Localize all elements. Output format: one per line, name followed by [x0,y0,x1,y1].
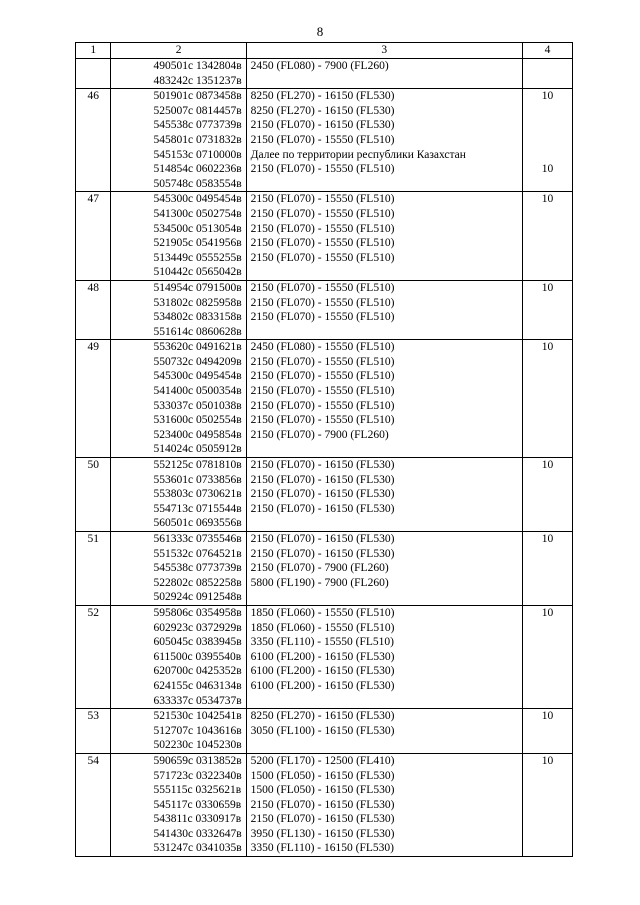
altitude-range [251,516,518,531]
route-number-cell: 54 [76,753,111,856]
altitude-range-cell [246,605,522,708]
altitude-range: 6100 (FL200) - 16150 (FL530) [250,665,395,678]
altitude-range: 3950 (FL130) - 16150 (FL530) [250,827,395,840]
altitude-range: 2150 (FL070) - 7900 (FL260) [250,428,389,441]
coordinate-point: 551614с 0860628в [153,325,242,338]
column-4-value [527,783,568,798]
route-number-cell: 52 [76,605,111,708]
coordinates-cell [111,753,246,856]
altitude-range [251,694,518,709]
coordinate-point: 534500с 0513054в [153,222,242,235]
column-4-value [527,428,568,443]
column-4-value: 10 [541,341,554,354]
column-4-value [527,133,568,148]
coordinate-point: 543811с 0330917в [153,813,242,826]
coordinate-point: 552125с 0781810в [153,459,242,472]
altitude-range-cell [246,458,522,532]
altitude-range: 2150 (FL070) - 15550 (FL510) [250,370,395,383]
column-4-value [527,841,568,856]
coordinate-point: 555115с 0325621в [153,784,242,797]
coordinate-point: 545538с 0773739в [153,562,242,575]
altitude-range-cell [246,89,522,192]
column-4-value [527,384,568,399]
altitude-range: 2150 (FL070) - 15550 (FL510) [250,355,395,368]
altitude-range: 5800 (FL190) - 7900 (FL260) [250,576,389,589]
column-4-value [527,769,568,784]
table-row [76,340,573,458]
column-4-value [527,827,568,842]
altitude-range: 2150 (FL070) - 16150 (FL530) [250,533,395,545]
column-4-value: 10 [541,533,554,545]
table-row [76,280,573,339]
altitude-range: 3350 (FL110) - 15550 (FL510) [250,636,394,649]
altitude-range: 2150 (FL070) - 15550 (FL510) [250,296,395,309]
altitude-range: 1850 (FL060) - 15550 (FL510) [250,621,395,634]
coordinates-cell [111,89,246,192]
column-4-value [527,473,568,488]
coordinate-point: 514854с 0602236в [153,163,242,176]
altitude-range: 2450 (FL080) - 7900 (FL260) [250,60,389,72]
coordinate-point: 620700с 0425352в [153,665,242,678]
column-4-value [527,738,568,753]
column-4-value [527,399,568,414]
altitude-range: 2450 (FL080) - 15550 (FL510) [250,341,395,354]
coordinate-point: 523400с 0495854в [153,428,242,441]
altitude-range: 2150 (FL070) - 15550 (FL510) [250,311,395,324]
coordinate-point: 490501с 1342804в [153,60,242,72]
altitude-range: 2150 (FL070) - 15550 (FL510) [250,207,395,220]
coordinate-point: 605045с 0383945в [153,636,242,649]
altitude-range: 2150 (FL070) - 16150 (FL530) [250,473,395,486]
column-4-value [527,251,568,266]
coordinate-point: 531600с 0502554в [153,414,242,427]
column-4-value: 10 [541,754,554,767]
column-4-value [527,812,568,827]
coordinates-cell [111,340,246,458]
altitude-range-cell [246,709,522,754]
coordinates-cell [111,605,246,708]
table-row [76,458,573,532]
header-col-4: 4 [522,43,572,59]
altitude-range: 1500 (FL050) - 16150 (FL530) [250,769,395,782]
coordinates-cell [111,192,246,281]
coordinate-point: 571723с 0322340в [153,769,242,782]
column-4-value [527,104,568,119]
coordinate-point: 501901с 0873458в [153,90,242,103]
altitude-range-cell [246,192,522,281]
column-4-value [527,59,568,74]
column-4-cell [522,340,572,458]
column-4-value: 10 [541,710,554,723]
column-4-cell [522,709,572,754]
coordinate-point: 531802с 0825958в [153,296,242,309]
altitude-range: 2150 (FL070) - 16150 (FL530) [250,488,395,501]
coordinate-point: 512707с 1043616в [153,724,242,737]
route-number-cell: 46 [76,89,111,192]
altitude-range: 3350 (FL110) - 16150 (FL530) [250,842,394,855]
coordinate-point: 545801с 0731832в [153,133,242,146]
coordinate-point: 541430с 0332647в [153,827,242,840]
table-row [76,192,573,281]
page-number: 8 [316,24,324,39]
altitude-range: 2150 (FL070) - 15550 (FL510) [250,163,395,176]
column-4-value [527,798,568,813]
coordinates-cell [111,709,246,754]
coordinate-point: 505748с 0583554в [153,177,242,190]
altitude-range-cell [246,59,522,89]
coordinate-point: 560501с 0693556в [153,517,242,530]
altitude-range: 2150 (FL070) - 15550 (FL510) [250,222,395,235]
coordinate-point: 525007с 0814457в [153,104,242,117]
coordinate-point: 545538с 0773739в [153,119,242,132]
column-4-value [527,561,568,576]
column-4-value [527,516,568,531]
route-number-cell: 53 [76,709,111,754]
column-4-value [527,148,568,163]
column-4-value [527,118,568,133]
altitude-range: 3050 (FL100) - 16150 (FL530) [250,724,395,737]
column-4-cell [522,753,572,856]
altitude-range: 2150 (FL070) - 7900 (FL260) [250,562,389,575]
column-4-cell [522,458,572,532]
coordinate-point: 595806с 0354958в [153,606,242,619]
coordinates-cell [111,280,246,339]
column-4-value [527,487,568,502]
table-row [76,753,573,856]
altitude-range: 6100 (FL200) - 16150 (FL530) [250,679,395,692]
column-4-cell [522,192,572,281]
column-4-cell [522,532,572,606]
altitude-range-cell [246,753,522,856]
altitude-range: 2150 (FL070) - 15550 (FL510) [250,251,395,264]
coordinate-point: 553620с 0491621в [153,341,242,354]
route-number-cell [76,59,111,89]
column-4-value [527,694,568,709]
column-4-value [527,650,568,665]
column-4-cell [522,89,572,192]
coordinate-point: 513449с 0555255в [153,251,242,264]
altitude-range [251,738,518,753]
column-4-value [527,325,568,340]
coordinate-point: 521905с 0541956в [153,237,242,250]
coordinate-point: 534802с 0833158в [153,311,242,324]
coordinate-point: 545153с 0710000в [153,148,242,161]
column-4-value [527,177,568,192]
coordinates-cell [111,458,246,532]
altitude-range: 2150 (FL070) - 15550 (FL510) [250,385,395,398]
coordinate-point: 551532с 0764521в [153,547,242,560]
column-4-value: 10 [541,163,554,176]
column-4-value [527,679,568,694]
column-4-cell [522,280,572,339]
column-4-value [527,413,568,428]
column-4-cell [522,605,572,708]
coordinate-point: 514024с 0505912в [153,443,242,456]
coordinates-cell [111,532,246,606]
altitude-range-cell [246,340,522,458]
column-4-value [527,369,568,384]
header-col-2: 2 [111,43,246,59]
coordinate-point: 502230с 1045230в [153,739,242,752]
altitude-range [251,325,518,340]
column-4-cell [522,59,572,89]
column-4-value: 10 [541,281,554,294]
altitude-range: 8250 (FL270) - 16150 (FL530) [250,90,395,103]
coordinate-point: 633337с 0534737в [153,694,242,707]
altitude-range: 2150 (FL070) - 15550 (FL510) [250,193,395,206]
altitude-range: 2150 (FL070) - 15550 (FL510) [250,237,395,250]
coordinates-cell [111,59,246,89]
coordinate-point: 545300с 0495454в [153,193,242,206]
altitude-range [251,74,518,89]
altitude-range: 6100 (FL200) - 16150 (FL530) [250,650,395,663]
column-4-value [527,442,568,457]
altitude-range: 8250 (FL270) - 16150 (FL530) [250,104,395,117]
coordinate-point: 602923с 0372929в [153,621,242,634]
column-4-value [527,724,568,739]
table-row [76,59,573,89]
column-4-value [527,296,568,311]
altitude-range: 5200 (FL170) - 12500 (FL410) [250,754,395,767]
table-row [76,709,573,754]
altitude-range: 8250 (FL270) - 16150 (FL530) [250,710,395,723]
route-number-cell: 49 [76,340,111,458]
altitude-range: 2150 (FL070) - 15550 (FL510) [250,399,395,412]
coordinate-point: 545117с 0330659в [153,798,242,811]
table-body [76,59,573,857]
altitude-range: 2150 (FL070) - 16150 (FL530) [250,502,395,515]
coordinate-point: 514954с 0791500в [153,281,242,294]
coordinate-point: 502924с 0912548в [153,591,242,604]
coordinate-point: 510442с 0565042в [153,266,242,279]
header-col-1: 1 [76,43,111,59]
column-4-value [527,310,568,325]
column-4-value [527,74,568,89]
coordinate-point: 541300с 0502754в [153,207,242,220]
altitude-range-cell [246,280,522,339]
table-header-row [76,43,573,59]
column-4-value: 10 [541,90,554,103]
altitude-range-cell [246,532,522,606]
column-4-value [527,236,568,251]
coordinate-point: 533037с 0501038в [153,399,242,412]
altitude-range: 2150 (FL070) - 15550 (FL510) [250,414,395,427]
column-4-value [527,621,568,636]
altitude-range: 1500 (FL050) - 16150 (FL530) [250,784,395,797]
column-4-value [527,547,568,562]
coordinate-point: 553803с 0730621в [153,488,242,501]
column-4-value: 10 [541,606,554,619]
column-4-value [527,355,568,370]
header-col-3: 3 [246,43,522,59]
route-number-cell: 47 [76,192,111,281]
altitude-range [251,265,518,280]
altitude-range [251,442,518,457]
coordinate-point: 483242с 1351237в [153,74,242,87]
altitude-range [251,590,518,605]
altitude-range: 2150 (FL070) - 16150 (FL530) [250,459,395,472]
coordinate-point: 554713с 0715544в [153,502,242,515]
column-4-value [527,265,568,280]
table-row [76,605,573,708]
column-4-value [527,590,568,605]
column-4-value [527,207,568,222]
route-number-cell: 48 [76,280,111,339]
coordinate-point: 624155с 0463134в [153,679,242,692]
column-4-value: 10 [541,459,554,472]
altitude-range: 2150 (FL070) - 16150 (FL530) [250,547,395,560]
coordinate-point: 550732с 0494209в [153,355,242,368]
altitude-range: 2150 (FL070) - 15550 (FL510) [250,281,395,294]
route-number-cell: 51 [76,532,111,606]
column-4-value [527,664,568,679]
coordinate-point: 531247с 0341035в [153,842,242,855]
coordinate-point: 522802с 0852258в [153,576,242,589]
table-row [76,532,573,606]
coordinate-point: 545300с 0495454в [153,370,242,383]
column-4-value [527,502,568,517]
altitude-range: 2150 (FL070) - 16150 (FL530) [250,813,395,826]
column-4-value: 10 [541,193,554,206]
coordinate-point: 541400с 0500354в [153,385,242,398]
altitude-range: 2150 (FL070) - 16150 (FL530) [250,798,395,811]
altitude-range: 1850 (FL060) - 15550 (FL510) [250,606,395,619]
altitude-range: 2150 (FL070) - 16150 (FL530) [250,119,395,132]
column-4-value [527,576,568,591]
coordinate-point: 561333с 0735546в [153,533,242,545]
coordinate-point: 521530с 1042541в [153,710,242,723]
coordinate-point: 611500с 0395540в [153,650,242,663]
coordinate-point: 553601с 0733856в [153,473,242,486]
column-4-value [527,635,568,650]
altitude-range: 2150 (FL070) - 15550 (FL510) [250,133,395,146]
altitude-range: Далее по территории республики Казахстан [250,148,466,161]
altitude-range [251,177,518,192]
route-number-cell: 50 [76,458,111,532]
table-row [76,89,573,192]
column-4-value [527,222,568,237]
coordinate-point: 590659с 0313852в [153,754,242,767]
airways-table [75,42,573,857]
